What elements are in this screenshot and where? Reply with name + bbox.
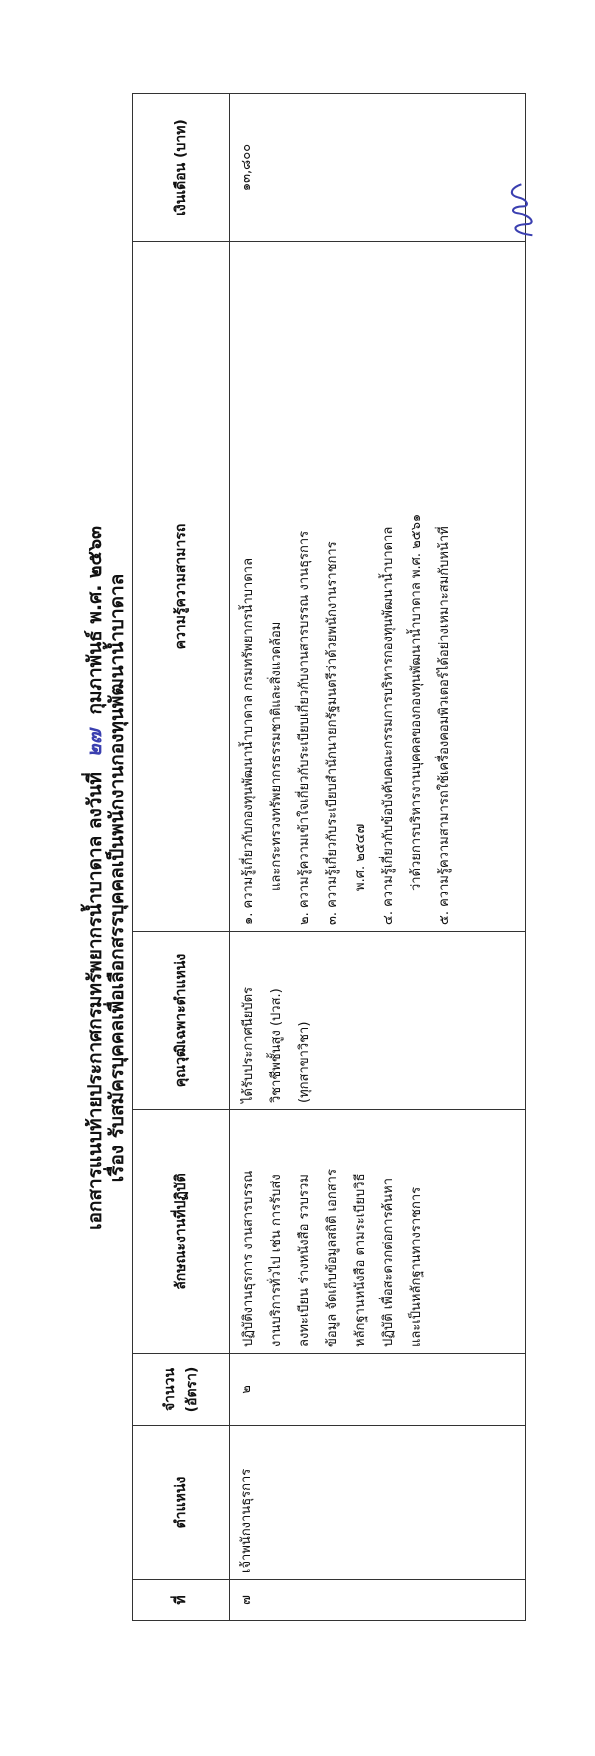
knowledge-item: ๔. ความรู้เกี่ยวกับข้อบังคับคณะกรรมการบริหารกองทุนพัฒนาน้ำบาดาล	[381, 526, 396, 925]
header-salary: เงินเดือน (บาท)	[133, 94, 230, 242]
header-no: ที่	[133, 1580, 230, 1621]
cell-no: ๗	[230, 1580, 526, 1621]
cell-salary: ๑๓,๘๐๐	[230, 94, 526, 242]
knowledge-item: ๕. ความรู้ความสามารถใช้เครื่องคอมพิวเตอร์ได้อย่างเหมาะสมกับหน้าที่	[437, 526, 452, 925]
table-header-row	[133, 94, 230, 1621]
cell-duties	[230, 1110, 526, 1354]
duty-line: ปฏิบัติงานธุรการ งานสารบรรณ	[241, 1170, 256, 1347]
title-suffix: กุมภาพันธ์ พ.ศ. ๒๕๖๓	[84, 526, 106, 715]
handwritten-day: ๒๗	[82, 729, 106, 758]
cell-knowledge	[230, 242, 526, 932]
qualification-line: วิชาชีพชั้นสูง (ปวส.)	[269, 988, 284, 1103]
document-subject: เรื่อง รับสมัครบุคคลเพื่อเลือกสรรบุคคลเป็นพนักงานกองทุนพัฒนาน้ำบาดาล	[106, 573, 128, 1183]
knowledge-item: ๒. ความรู้ความเข้าใจเกี่ยวกับระเบียบเกี่ยวกับงานสารบรรณ งานธุรการ	[297, 530, 312, 925]
header-count: จำนวน (อัตรา)	[133, 1354, 230, 1426]
header-duties: ลักษณะงานที่ปฏิบัติ	[133, 1110, 230, 1354]
knowledge-item: ๓. ความรู้เกี่ยวกับระเบียบสำนักนายกรัฐมนตรีว่าด้วยพนักงานราชการ	[325, 541, 340, 925]
header-knowledge: ความรู้ความสามารถ	[133, 242, 230, 932]
knowledge-item: ๑. ความรู้เกี่ยวกับกองทุนพัฒนาน้ำบาดาล กรมทรัพยากรน้ำบาดาล	[241, 557, 256, 925]
duty-line: และเป็นหลักฐานทางราชการ	[409, 1186, 424, 1347]
knowledge-item-continued: พ.ศ. ๒๕๔๗	[353, 823, 368, 891]
header-qualification: คุณวุฒิเฉพาะตำแหน่ง	[133, 932, 230, 1110]
title-prefix: เอกสารแนบท้ายประกาศกรมทรัพยากรน้ำบาดาล ลงวันที่	[84, 772, 106, 1230]
position-table	[132, 93, 526, 1621]
duty-line: หลักฐานหนังสือ ตามระเบียบวิธี	[353, 1173, 368, 1347]
duty-line: งานบริการทั่วไป เช่น การรับส่ง	[269, 1174, 284, 1347]
cell-position: เจ้าพนักงานธุรการ	[230, 1426, 526, 1580]
qualification-line: (ทุกสาขาวิชา)	[297, 1021, 312, 1103]
duty-line: ข้อมูล จัดเก็บข้อมูลสถิติ เอกสาร	[325, 1169, 340, 1347]
knowledge-item-continued: ว่าด้วยการบริหารงานบุคคลของกองทุนพัฒนาน้ำบาดาล พ.ศ. ๒๕๖๑	[409, 513, 424, 891]
duty-line: ลงทะเบียน ร่างหนังสือ รวบรวม	[297, 1174, 312, 1347]
header-position: ตำแหน่ง	[133, 1426, 230, 1580]
cell-qualification	[230, 932, 526, 1110]
knowledge-item-continued: และกระทรวงทรัพยากรธรรมชาติและสิ่งแวดล้อม	[269, 621, 284, 891]
table-row	[230, 94, 526, 1621]
duty-line: ปฏิบัติ เพื่อสะดวกต่อการค้นหา	[381, 1177, 396, 1347]
cell-count: ๒	[230, 1354, 526, 1426]
qualification-line: ได้รับประกาศนียบัตร	[241, 986, 256, 1103]
